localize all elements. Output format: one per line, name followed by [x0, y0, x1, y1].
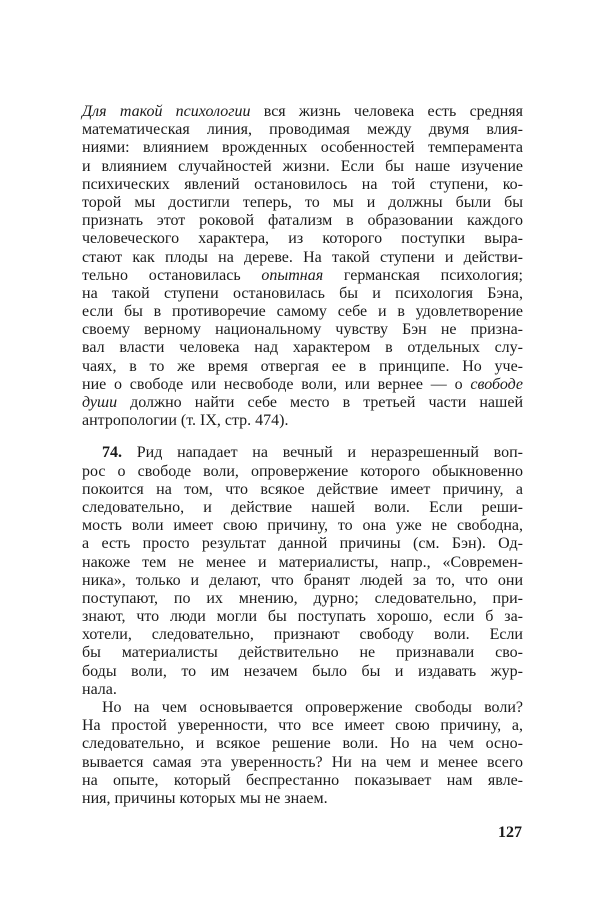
text-segment: на такой ступени остановилась бы и психология Бэна,: [82, 284, 523, 302]
text-line: [82, 376, 523, 394]
text-line: [82, 212, 523, 230]
page-number: 127: [498, 824, 522, 841]
text-segment: ние о свободе или несвободе воли, или вернее — о: [82, 375, 471, 393]
text-segment: ния, причины которых мы не знаем.: [82, 789, 328, 807]
text-line: [82, 412, 523, 430]
paragraph: [82, 103, 523, 430]
text-segment: ника», только и делают, что бранят людей за то, что они: [82, 571, 523, 589]
text-line: [82, 699, 523, 717]
text-segment: бы материалисты действительно не признавали сво-: [82, 644, 523, 662]
text-segment: германская психология;: [323, 266, 523, 284]
paragraph: [82, 444, 523, 699]
text-line: [82, 339, 523, 357]
text-line: [82, 321, 523, 339]
text-segment: признать этот роковой фатализм в образовании каждого: [82, 212, 523, 230]
text-segment: На простой уверенности, что все имеет свою причину, а,: [82, 717, 523, 735]
text-line: [82, 554, 523, 572]
text-line: [82, 717, 523, 735]
text-segment: накоже тем не менее и материалисты, напр., «Современ-: [82, 553, 523, 571]
italic-text: опытная: [261, 266, 324, 284]
text-line: [82, 608, 523, 626]
italic-text: свободе: [470, 375, 523, 393]
text-line: [82, 735, 523, 753]
text-line: [82, 772, 523, 790]
text-segment: тельно остановилась: [82, 266, 262, 284]
text-line: [82, 194, 523, 212]
text-line: [82, 249, 523, 267]
text-line: [82, 535, 523, 553]
text-line: [82, 444, 523, 462]
text-segment: на опыте, который беспрестанно показывает нам явле-: [82, 771, 523, 789]
text-line: [82, 303, 523, 321]
paragraph: [82, 699, 523, 808]
text-segment: если бы в противоречие самому себе и в удовлетворение: [82, 303, 523, 321]
text-segment: мость воли имеет свою причину, то она уже не свободна,: [82, 517, 523, 535]
text-segment: нала.: [82, 680, 117, 698]
text-line: [82, 590, 523, 608]
text-segment: боды воли, то им незачем было бы и издавать жур-: [82, 662, 523, 680]
text-segment: человеческого характера, из которого поступки выра-: [82, 230, 523, 248]
text-line: [82, 517, 523, 535]
italic-text: Для такой психологии: [82, 103, 251, 120]
text-line: [82, 358, 523, 376]
text-segment: должно найти себе место в третьей части нашей: [117, 394, 523, 411]
text-line: [82, 103, 523, 121]
text-segment: хотели, следовательно, признают свободу воли. Если: [82, 626, 523, 644]
text-segment: торой мы достигли теперь, то мы и должны были бы: [82, 193, 523, 211]
text-line: [82, 121, 523, 139]
text-segment: поступают, по их мнению, дурно; следовательно, при-: [82, 589, 523, 607]
text-segment: стают как плоды на дереве. На такой ступени и действи-: [82, 248, 523, 266]
text-line: [82, 790, 523, 808]
text-segment: своему верному национальному чувству Бэн не призна-: [82, 321, 523, 339]
text-line: [82, 499, 523, 517]
text-segment: Но на чем основывается опровержение свободы воли?: [102, 699, 523, 716]
text-line: [82, 176, 523, 194]
text-line: [82, 139, 523, 157]
text-line: [82, 644, 523, 662]
text-line: [82, 463, 523, 481]
text-line: [82, 626, 523, 644]
text-segment: и влиянием случайностей жизни. Если бы наше изучение: [82, 157, 523, 175]
text-segment: а есть просто результат данной причины (см. Бэн). Од-: [82, 535, 523, 553]
text-line: [82, 481, 523, 499]
text-line: [82, 572, 523, 590]
section-number: 74.: [102, 444, 122, 462]
text-segment: покоится на том, что всякое действие имеет причину, а: [82, 480, 523, 498]
text-segment: ниями: влиянием врожденных особенностей темперамента: [82, 139, 523, 157]
text-segment: чаях, в то же время отвергая ее в принципе. Но уче-: [82, 357, 523, 375]
text-line: [82, 663, 523, 681]
italic-text: души: [82, 394, 118, 411]
text-line: [82, 394, 523, 412]
text-segment: математическая линия, проводимая между двумя влия-: [82, 121, 523, 139]
text-segment: психических явлений остановилось на той ступени, ко-: [82, 175, 523, 193]
text-segment: следовательно, и всякое решение воли. Но на чем осно-: [82, 735, 523, 753]
text-segment: антропологии (т. IX, стр. 474).: [82, 412, 289, 430]
text-line: [82, 267, 523, 285]
text-segment: рос о свободе воли, опровержение которого обыкновенно: [82, 462, 523, 480]
text-segment: вывается самая эта уверенность? Ни на чем и менее всего: [82, 753, 523, 771]
text-line: [82, 285, 523, 303]
text-segment: знают, что люди могли бы поступать хорошо, если б за-: [82, 608, 523, 626]
text-line: [82, 158, 523, 176]
body-text: [82, 103, 523, 808]
text-segment: вал власти человека над характером в отдельных слу-: [82, 339, 523, 357]
text-line: [82, 681, 523, 699]
text-segment: вся жизнь человека есть средняя: [250, 103, 523, 120]
text-line: [82, 230, 523, 248]
paragraph-gap: [82, 430, 523, 444]
text-line: [82, 754, 523, 772]
text-segment: Рид нападает на вечный и неразрешенный воп-: [122, 444, 523, 462]
text-segment: следовательно, и действие нашей воли. Если реши-: [82, 498, 523, 516]
